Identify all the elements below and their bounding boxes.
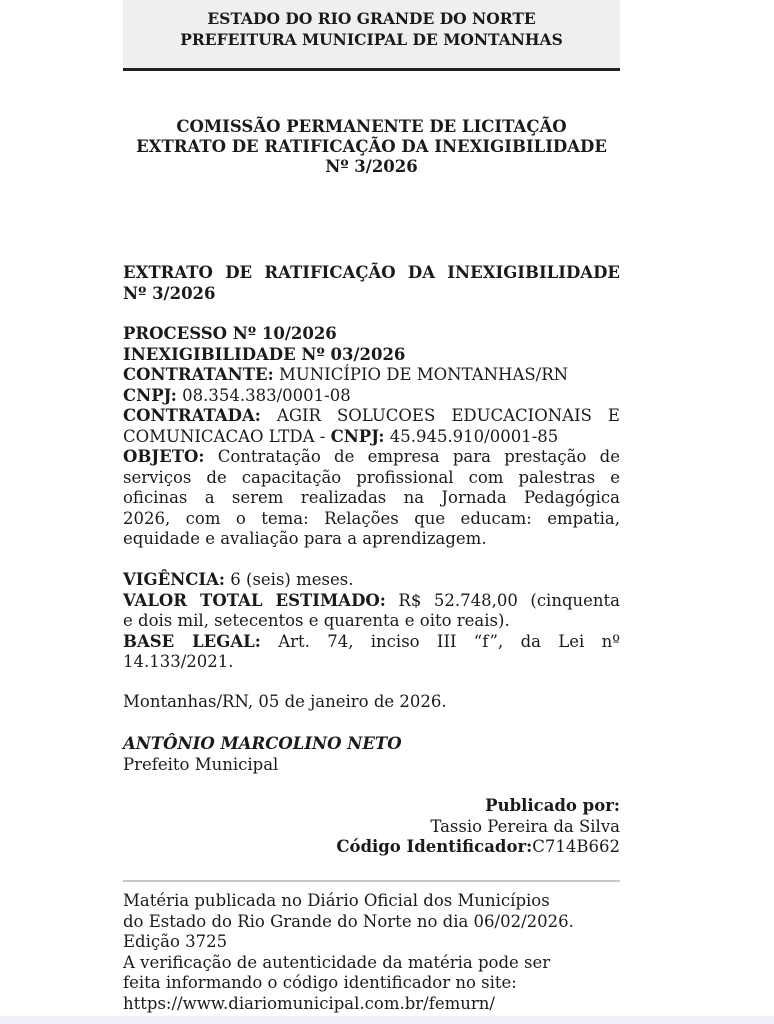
- objeto-text: 2026, com o tema: Relações que educam: empatia,: [123, 508, 620, 528]
- vigencia-label: VIGÊNCIA:: [123, 570, 226, 589]
- valor-value-cont: e dois mil, setecentos e quarenta e oito reais).: [123, 611, 510, 630]
- section-heading-line: EXTRATO DE RATIFICAÇÃO DA INEXIGIBILIDADE: [123, 263, 620, 282]
- base-legal-value-cont: 14.133/2021.: [123, 652, 234, 671]
- inexigibilidade-number: INEXIGIBILIDADE Nº 03/2026: [123, 344, 406, 364]
- footer-divider: [123, 880, 620, 882]
- objeto-text: Contratação de empresa para prestação de: [217, 447, 620, 466]
- base-legal-label: BASE LEGAL:: [123, 631, 261, 651]
- publication-footer: [123, 891, 620, 1014]
- contratada-cnpj-value: 45.945.910/0001-85: [389, 426, 559, 446]
- header-prefecture: PREFEITURA MUNICIPAL DE MONTANHAS: [180, 30, 563, 49]
- contratada-cnpj-label: CNPJ:: [330, 426, 385, 446]
- contract-terms: [123, 570, 620, 673]
- contratada-label: CONTRATADA:: [123, 406, 261, 425]
- document-title: [123, 117, 620, 177]
- footer-line: do Estado do Rio Grande do Norte no dia 06/02/2026.: [123, 911, 574, 931]
- viewer-bottom-bar: [0, 1016, 774, 1024]
- contratada-value-cont: COMUNICACAO LTDA -: [123, 426, 326, 446]
- section-heading-line: Nº 3/2026: [123, 283, 216, 303]
- signatory-role: Prefeito Municipal: [123, 754, 279, 774]
- contratante-value: MUNICÍPIO DE MONTANHAS/RN: [278, 365, 569, 384]
- cnpj-value: 08.354.383/0001-08: [182, 385, 351, 405]
- verification-url[interactable]: https://www.diariomunicipal.com.br/femurn/: [123, 993, 495, 1013]
- title-line: EXTRATO DE RATIFICAÇÃO DA INEXIGIBILIDADE: [136, 137, 607, 156]
- contratante-label: CONTRATANTE:: [123, 365, 274, 384]
- contract-details: [123, 324, 620, 550]
- valor-label: VALOR TOTAL ESTIMADO:: [123, 590, 386, 610]
- header-divider: [123, 68, 620, 71]
- title-line: Nº 3/2026: [325, 157, 418, 176]
- code-label: Código Identificador:: [336, 837, 533, 856]
- objeto-text: oficinas a serem realizadas na Jornada Pedagógica: [123, 488, 620, 507]
- vigencia-value: 6 (seis) meses.: [230, 570, 354, 589]
- footer-line: Matéria publicada no Diário Oficial dos Municípios: [123, 891, 550, 910]
- valor-value: R$ 52.748,00 (cinquenta: [398, 590, 621, 610]
- header-state: ESTADO DO RIO GRANDE DO NORTE: [207, 9, 536, 28]
- signature-block: [123, 734, 620, 775]
- footer-line: A verificação de autenticidade da matéria pode ser: [123, 952, 551, 972]
- place-date: Montanhas/RN, 05 de janeiro de 2026.: [123, 692, 447, 711]
- code-value: C714B662: [532, 837, 620, 856]
- section-heading: [123, 263, 620, 304]
- footer-line: Edição 3725: [123, 932, 228, 951]
- objeto-label: OBJETO:: [123, 447, 205, 466]
- objeto-text: equidade e avaliação para a aprendizagem.: [123, 529, 487, 548]
- document-header: [123, 0, 620, 68]
- footer-line: feita informando o código identificador no site:: [123, 973, 517, 992]
- cnpj-label: CNPJ:: [123, 385, 177, 405]
- contratada-value: AGIR SOLUCOES EDUCACIONAIS E: [276, 406, 620, 425]
- published-by-label: Publicado por:: [485, 796, 620, 815]
- base-legal-value: Art. 74, inciso III “f”, da Lei nº: [278, 631, 621, 651]
- objeto-text: serviços de capacitação profissional com palestras e: [123, 467, 620, 487]
- signatory-name: ANTÔNIO MARCOLINO NETO: [123, 734, 402, 753]
- processo-number: PROCESSO Nº 10/2026: [123, 324, 337, 343]
- publisher-name: Tassio Pereira da Silva: [430, 816, 620, 836]
- title-line: COMISSÃO PERMANENTE DE LICITAÇÃO: [176, 117, 567, 136]
- publication-info: [123, 796, 620, 858]
